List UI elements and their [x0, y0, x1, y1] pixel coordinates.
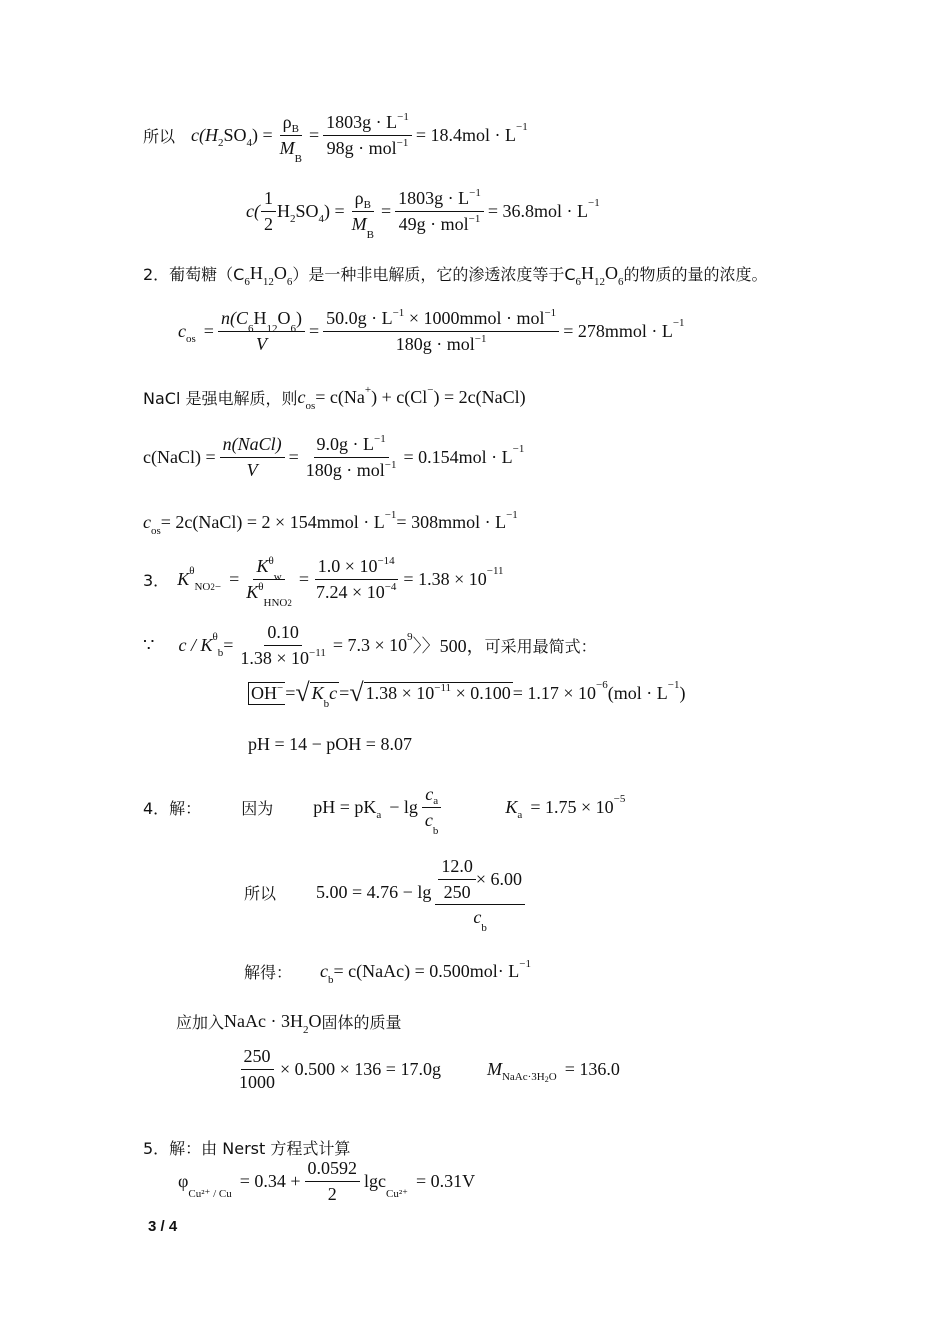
- fraction: $\frac{K^\theta_w}{K^\theta_{HNO2}}$: [246, 555, 292, 609]
- eq-h2so4-conc: 所以 c(H 2 SO 4 ) = $\frac{\rho_B}{M_B}$ = $\frac{1803g \cdot L^{-1}}{98g \cdot mol^{-1}}$ = 18.4mol · L −1: [143, 111, 528, 165]
- fraction: $\frac{1.0 \times 10^{-14}}{7.24 \times 10^{-4}}$: [316, 555, 397, 602]
- problem-5-statement: 5．解：由 Nerst 方程式计算: [143, 1139, 351, 1158]
- fraction: $\frac{12.0}{250}$ × 6.00 $c_b$: [435, 856, 525, 928]
- fraction: $\frac{\text{n(NaCl)}}{V}$: [220, 434, 285, 480]
- fraction: $\frac{1803g \cdot L^{-1}}{49g \cdot mol^{-1}}$: [395, 188, 484, 234]
- fraction: $\frac{0.10}{1.38 \times 10^{-11}}$: [240, 622, 326, 668]
- nacl-strong-electrolyte: NaCl 是强电解质，则 c os = c(Na + ) + c(Cl − ) = 2c(NaCl): [143, 383, 526, 412]
- fraction: $\frac{\rho_B}{M_B}$: [351, 188, 374, 241]
- problem-2-statement: 2．葡萄糖（C 6 H 12 O 6 ）是一种非电解质，它的渗透浓度等于C 6 H 12 O 6 的物质的量的浓度。: [143, 263, 768, 288]
- fraction: $\frac{\rho_B}{M_B}$: [279, 112, 303, 165]
- eq-mass: $\frac{250}{1000}$ × 0.500 × 136 = 17.0g M NaAc·3H 2 O = 136.0: [236, 1046, 620, 1092]
- fraction: $\frac{50.0g \cdot L^{-1} \times 1000mmol \cdot mol^{-1}}{180g \cdot mol^{-1}}$: [323, 308, 559, 354]
- fraction: $\frac{1}{2}$: [261, 188, 276, 234]
- eq-solve-cb: 所以 5.00 = 4.76 − lg $\frac{12.0}{250}$ × 6.00 $c_b$: [244, 856, 529, 928]
- oh-bracket: OH−: [248, 682, 285, 705]
- eq-buffer-ph: 4．解： 因为 pH = pK a − lg $\frac{c_a}{c_b}$ K a = 1.75 × 10 −5: [143, 784, 626, 837]
- eq-nacl-cos: c os = 2c(NaCl) = 2 × 154mmol · L −1 = 308mmol · L −1: [143, 508, 518, 537]
- eq-nacl-conc: c(NaCl) = $\frac{\text{n(NaCl)}}{V}$ = $\frac{9.0g \cdot L^{-1}}{180g \cdot mol^{-1}}$ = 0.154mol · L −1: [143, 433, 525, 480]
- because-icon: ∵: [143, 634, 155, 655]
- sqrt: √ $K_bc$: [295, 678, 338, 710]
- fraction: $\frac{1803g \cdot L^{-1}}{98g \cdot mol^{-1}}$: [323, 112, 412, 158]
- so-label: 所以: [143, 126, 176, 146]
- fraction: $\frac{0.0592}{2}$: [305, 1158, 361, 1204]
- eq-nernst: φ Cu²⁺ / Cu = 0.34 + $\frac{0.0592}{2}$ lgc Cu²⁺ = 0.31V: [178, 1158, 476, 1204]
- sqrt: √ $1.38 \times 10^{-11} \times 0.100$: [349, 678, 511, 707]
- eq-c-over-kb: ∵ c / K θ b = $\frac{0.10}{1.38 \times 10^{-11}}$ = 7.3 × 10 9 〉〉500， 可采用最简式：: [143, 622, 597, 668]
- eq-ph: pH = 14 − pOH = 8.07: [248, 734, 412, 754]
- fraction: $\frac{250}{1000}$: [239, 1046, 275, 1092]
- fraction: $\frac{n(C_6H_{12}O_6)}{V}$: [218, 308, 305, 354]
- eq-glucose-cos: c os = $\frac{n(C_6H_{12}O_6)}{V}$ = $\frac{50.0g \cdot L^{-1} \times 1000mmol \cdot mol^{-1}}{180g \cdot mol^{-1}}$ = 278mmol · L −1: [178, 307, 685, 354]
- solid-mass-label: 应加入 NaAc · 3H 2 O 固体的质量: [176, 1011, 402, 1036]
- eq-kb-no2: 3． K θ NO 2 − = $\frac{K^\theta_w}{K^\theta_{HNO2}}$ = $\frac{1.0 \times 10^{-14}}{7.24 \times 10^{-4}}$ = 1.38 × 10 −11: [143, 555, 504, 609]
- fraction: $\frac{9.0g \cdot L^{-1}}{180g \cdot mol^{-1}}$: [305, 433, 397, 480]
- eq-oh-conc: OH− = √ $K_bc$ = √ $1.38 \times 10^{-11} \times 0.100$ = 1.17 × 10 −6 (mol · L −1 ): [248, 680, 685, 706]
- page-number: 3 / 4: [148, 1218, 178, 1235]
- eq-half-h2so4-conc: c( $\frac{1}{2}$ H 2 SO 4 ) = $\frac{\rho_B}{M_B}$ = $\frac{1803g \cdot L^{-1}}{49g \cdot mol^{-1}}$ = 36.8mol · L −1: [246, 187, 600, 241]
- result-cb: 解得： c b = c(NaAc) = 0.500mol · L −1: [244, 957, 531, 986]
- fraction: $\frac{c_a}{c_b}$: [422, 784, 442, 830]
